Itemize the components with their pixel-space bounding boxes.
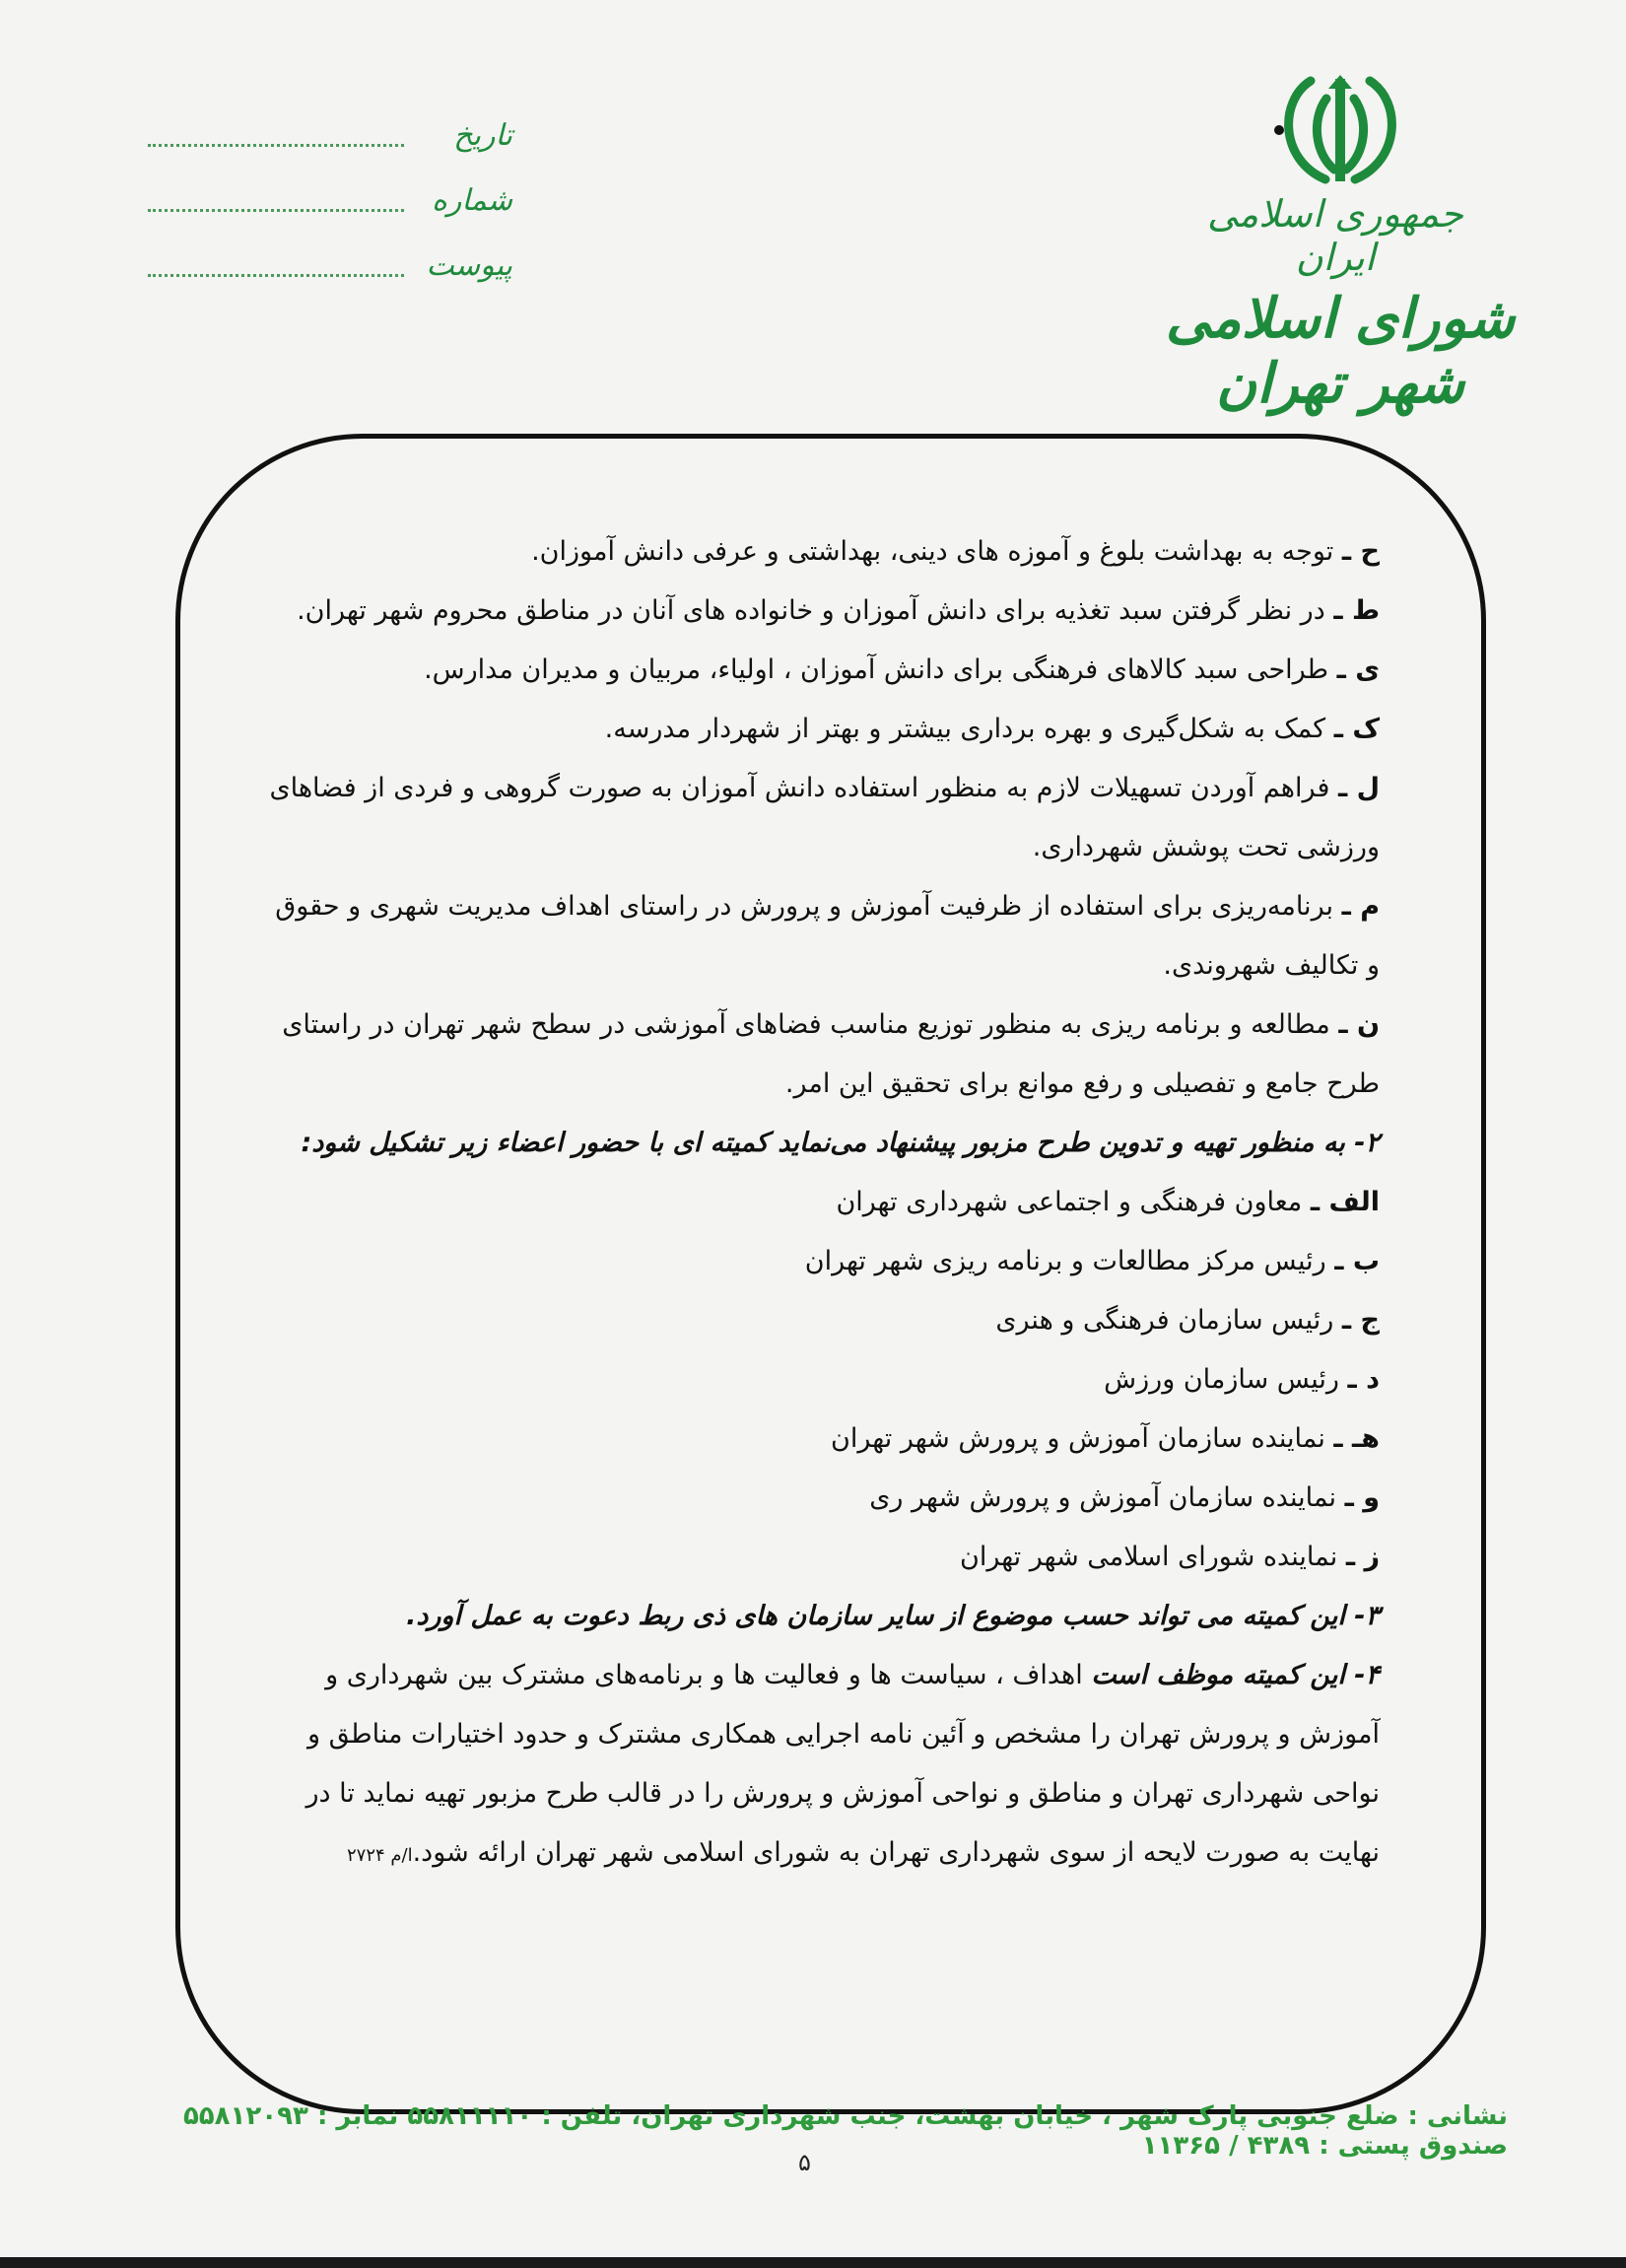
clause-n: ن ـ مطالعه و برنامه ریزی به منظور توزیع مناسب فضاهای آموزشی در سطح شهر تهران در راستای طرح جامع و تفصیلی و رفع موانع برای تحقیق این امر. xyxy=(282,1009,1380,1099)
member-he: هـ ـ نماینده سازمان آموزش و پرورش شهر تهران xyxy=(831,1423,1380,1454)
clause-l: ل ـ فراهم آوردن تسهیلات لازم به منظور استفاده دانش آموزان به صورت گروهی و فردی از فضاهای ورزشی تحت پوشش شهرداری. xyxy=(269,773,1380,862)
date-label: تاریخ xyxy=(453,118,512,153)
footer-address: نشانی : ضلع جنوبی پارک شهر ، خیابان بهشت، جنب شهرداری تهران، تلفن : ۵۵۸۱۱۱۱۰ نمابر : ۵۵۸۱۲۰۹۳ صندوق پستی : ۴۳۸۹ / ۱۱۳۶۵ xyxy=(182,2101,1508,2161)
item-2: ۲- به منظور تهیه و تدوین طرح مزبور پیشنهاد می‌نماید کمیته ای با حضور اعضاء زیر تشکیل شود: xyxy=(301,1128,1380,1158)
clause-y: ی ـ طراحی سبد کالاهای فرهنگی برای دانش آموزان ، اولیاء، مربیان و مدیران مدارس. xyxy=(424,654,1380,685)
clause-h: ح ـ توجه به بهداشت بلوغ و آموزه های دینی، بهداشتی و عرفی دانش آموزان. xyxy=(531,536,1380,567)
number-field xyxy=(138,183,512,223)
clause-t: ط ـ در نظر گرفتن سبد تغذیه برای دانش آموزان و خانواده های آنان در مناطق محروم شهر تهران. xyxy=(297,595,1380,626)
attachment-label: پیوست xyxy=(426,248,512,283)
page-number: ۵ xyxy=(798,2149,811,2176)
member-vav: و ـ نماینده سازمان آموزش و پرورش شهر ری xyxy=(869,1482,1380,1513)
item-3: ۳- این کمیته می تواند حسب موضوع از سایر سازمان های ذی ربط دعوت به عمل آورد. xyxy=(406,1601,1380,1631)
number-line xyxy=(148,209,404,212)
reference-number: ا/م ۲۷۲۴ xyxy=(346,1845,413,1866)
clause-m: م ـ برنامه‌ریزی برای استفاده از ظرفیت آموزش و پرورش در راستای اهداف مدیریت شهری و حقوق و تکالیف شهروندی. xyxy=(275,891,1380,981)
clause-k: ک ـ کمک به شکل‌گیری و بهره برداری بیشتر و بهتر از شهردار مدرسه. xyxy=(604,714,1380,744)
member-ze: ز ـ نماینده شورای اسلامی شهر تهران xyxy=(959,1542,1380,1572)
iran-emblem-icon xyxy=(1271,71,1409,189)
number-label: شماره xyxy=(432,183,512,218)
member-be: ب ـ رئیس مرکز مطالعات و برنامه ریزی شهر تهران xyxy=(804,1246,1380,1276)
letter-body xyxy=(256,522,1380,1886)
council-title: شورای اسلامی شهر تهران xyxy=(1165,286,1516,416)
date-field xyxy=(138,118,512,158)
republic-title: جمهوری اسلامی ایران xyxy=(1207,192,1463,279)
attachment-field xyxy=(138,248,512,288)
date-line xyxy=(148,144,404,147)
member-dal: د ـ رئیس سازمان ورزش xyxy=(1104,1364,1380,1395)
committee-members xyxy=(256,1173,1380,1587)
member-jim: ج ـ رئیس سازمان فرهنگی و هنری xyxy=(995,1305,1380,1336)
member-alef: الف ـ معاون فرهنگی و اجتماعی شهرداری تهران xyxy=(836,1187,1380,1217)
item-4: ۴- این کمیته موظف است اهداف ، سیاست ها و فعالیت ها و برنامه‌های مشترک بین شهرداری و آموزش و پرورش تهران را مشخص و آئین نامه اجرایی همکاری مشترک و حدود اختیارات مناطق و نواحی شهرداری تهران و مناطق و نواحی آموزش و پرورش را در قالب طرح مزبور تهیه نماید تا در نهایت به صورت لایحه از سوی شهرداری تهران به شورای اسلامی شهر تهران ارائه شود.ا/م ۲۷۲۴ xyxy=(305,1660,1380,1868)
attachment-line xyxy=(148,274,404,277)
scan-edge xyxy=(0,2257,1626,2268)
